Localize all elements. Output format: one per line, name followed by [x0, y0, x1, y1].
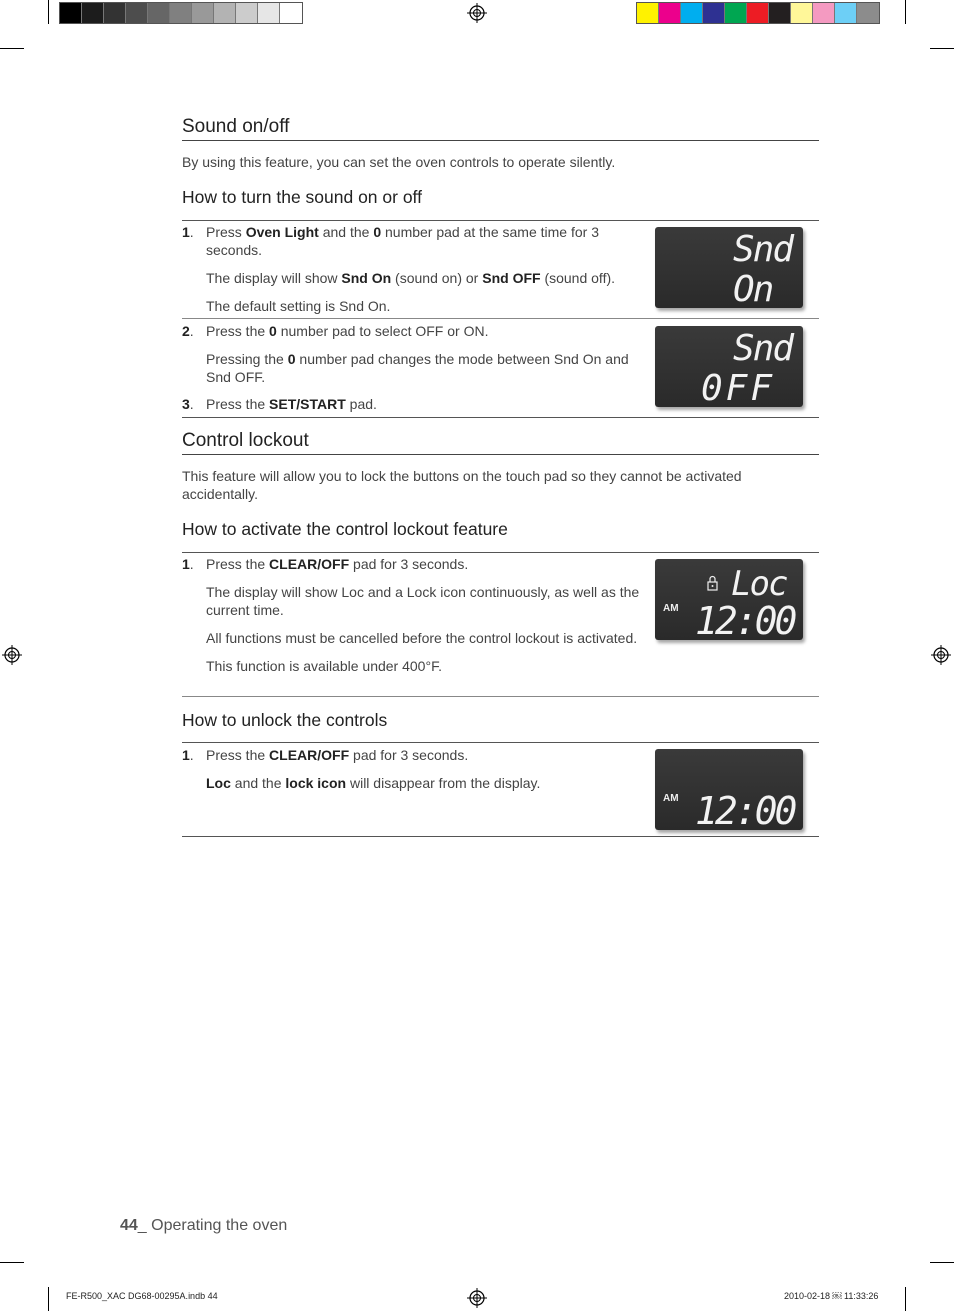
- step-number: 1: [182, 556, 190, 572]
- section-title-lockout: Control lockout: [182, 430, 819, 455]
- divider: [182, 696, 819, 697]
- sound-step-2: 2. Press the 0 number pad to select OFF or ON. Pressing the 0 number pad changes the mode between Snd On and Snd OFF.: [182, 322, 642, 396]
- lcd-line-1: Snd: [733, 229, 793, 270]
- registration-mark-icon: [931, 645, 951, 665]
- registration-mark-icon: [2, 645, 22, 665]
- step-text: Press the 0 number pad to select OFF or ON.: [206, 323, 489, 339]
- am-indicator: AM: [663, 793, 679, 804]
- step-text: This function is available under 400°F.: [206, 658, 442, 674]
- step-text: Pressing the 0 number pad changes the mode between Snd On and Snd OFF.: [206, 351, 629, 385]
- crop-mark: [48, 0, 49, 24]
- color-swatch: [725, 3, 747, 23]
- divider: [182, 318, 819, 319]
- divider: [182, 742, 819, 743]
- crop-mark: [905, 0, 906, 24]
- color-swatch: [681, 3, 703, 23]
- lcd-segments: [655, 326, 803, 407]
- step-number: 2: [182, 323, 190, 339]
- lcd-segments: [655, 559, 803, 640]
- crop-mark: [930, 1262, 954, 1263]
- color-swatch: [835, 3, 857, 23]
- step-text: Press the CLEAR/OFF pad for 3 seconds.: [206, 556, 469, 572]
- crop-mark: [930, 48, 954, 49]
- step-text: All functions must be cancelled before the control lockout is activated.: [206, 630, 638, 646]
- color-swatch: [769, 3, 791, 23]
- lcd-segments: [655, 227, 803, 308]
- color-swatch: [192, 3, 214, 23]
- slug-file: FE-R500_XAC DG68-00295A.indb 44: [66, 1291, 218, 1301]
- step-text: Press the SET/START pad.: [206, 396, 377, 412]
- color-swatch: [813, 3, 835, 23]
- color-swatch: [659, 3, 681, 23]
- am-indicator: AM: [663, 603, 679, 614]
- divider: [182, 417, 819, 418]
- color-swatch: [60, 3, 82, 23]
- step-text: The default setting is Snd On.: [206, 298, 391, 314]
- divider: [182, 836, 819, 837]
- color-swatch: [703, 3, 725, 23]
- color-swatch: [637, 3, 659, 23]
- lcd-line-2: On: [733, 269, 773, 308]
- lcd-segments: [655, 749, 803, 830]
- step-text: Loc and the lock icon will disappear from the display.: [206, 775, 541, 791]
- subhead-sound-toggle: How to turn the sound on or off: [182, 187, 422, 207]
- display-snd-on: [655, 227, 803, 308]
- sound-step-1: 1. Press Oven Light and the 0 number pad at the same time for 3 seconds. The display will show Snd On (sound on) or Snd OFF (sound off). The default setting is Snd On.: [182, 223, 642, 325]
- step-text: Press Oven Light and the 0 number pad at the same time for 3 seconds.: [206, 224, 599, 258]
- color-swatch: [214, 3, 236, 23]
- sound-step-3: 3. Press the SET/START pad.: [182, 395, 642, 423]
- display-snd-off: [655, 326, 803, 407]
- color-swatch: [236, 3, 258, 23]
- lockout-intro: This feature will allow you to lock the buttons on the touch pad so they cannot be activated accidentally.: [182, 468, 742, 502]
- color-swatch: [104, 3, 126, 23]
- step-number: 1: [182, 224, 190, 240]
- lcd-line-1: Snd: [733, 328, 793, 369]
- registration-mark-icon: [467, 1288, 487, 1308]
- divider: [182, 220, 819, 221]
- section-title-sound: Sound on/off: [182, 116, 819, 141]
- display-unlocked: [655, 749, 803, 830]
- sound-intro: By using this feature, you can set the oven controls to operate silently.: [182, 154, 616, 170]
- color-swatch-bar: [636, 2, 880, 24]
- step-number: 3: [182, 396, 190, 412]
- color-swatch: [82, 3, 104, 23]
- lock-icon: [708, 577, 717, 591]
- color-swatch: [280, 3, 302, 23]
- step-text: Press the CLEAR/OFF pad for 3 seconds.: [206, 747, 469, 763]
- step-text: The display will show Loc and a Lock icon continuously, as well as the current time.: [206, 584, 640, 618]
- crop-mark: [48, 1287, 49, 1311]
- color-swatch: [747, 3, 769, 23]
- step-text: The display will show Snd On (sound on) or Snd OFF (sound off).: [206, 270, 616, 286]
- lcd-loc-text: Loc: [731, 564, 787, 604]
- page-footer: [120, 1217, 287, 1235]
- gray-swatch-bar: [59, 2, 303, 24]
- display-loc: [655, 559, 803, 640]
- color-swatch: [170, 3, 192, 23]
- subhead-activate-lockout: How to activate the control lockout feature: [182, 519, 508, 539]
- crop-mark: [0, 48, 24, 49]
- unlock-step-1: 1. Press the CLEAR/OFF pad for 3 seconds. Loc and the lock icon will disappear from the display.: [182, 746, 642, 802]
- color-swatch: [148, 3, 170, 23]
- page-label: _ Operating the oven: [137, 1217, 288, 1234]
- slug-date: 2010-02-18 ￼ 11:33:26: [784, 1291, 879, 1301]
- color-swatch: [791, 3, 813, 23]
- page-number: 44: [120, 1217, 138, 1234]
- color-swatch: [258, 3, 280, 23]
- subhead-unlock: How to unlock the controls: [182, 710, 388, 730]
- divider: [182, 552, 819, 553]
- crop-mark: [0, 1262, 24, 1263]
- lcd-time: 12:00: [695, 789, 795, 830]
- lcd-time: 12:00: [695, 599, 795, 640]
- crop-mark: [905, 1287, 906, 1311]
- registration-mark-icon: [467, 3, 487, 23]
- lockout-step-1: 1. Press the CLEAR/OFF pad for 3 seconds. The display will show Loc and a Lock icon continuously, as well as the current time. All functions must be cancelled before the control lockout is activated. This function is available under 400°F.: [182, 555, 642, 685]
- step-number: 1: [182, 747, 190, 763]
- color-swatch: [126, 3, 148, 23]
- color-swatch: [857, 3, 879, 23]
- lcd-line-2: 0FF: [701, 368, 776, 407]
